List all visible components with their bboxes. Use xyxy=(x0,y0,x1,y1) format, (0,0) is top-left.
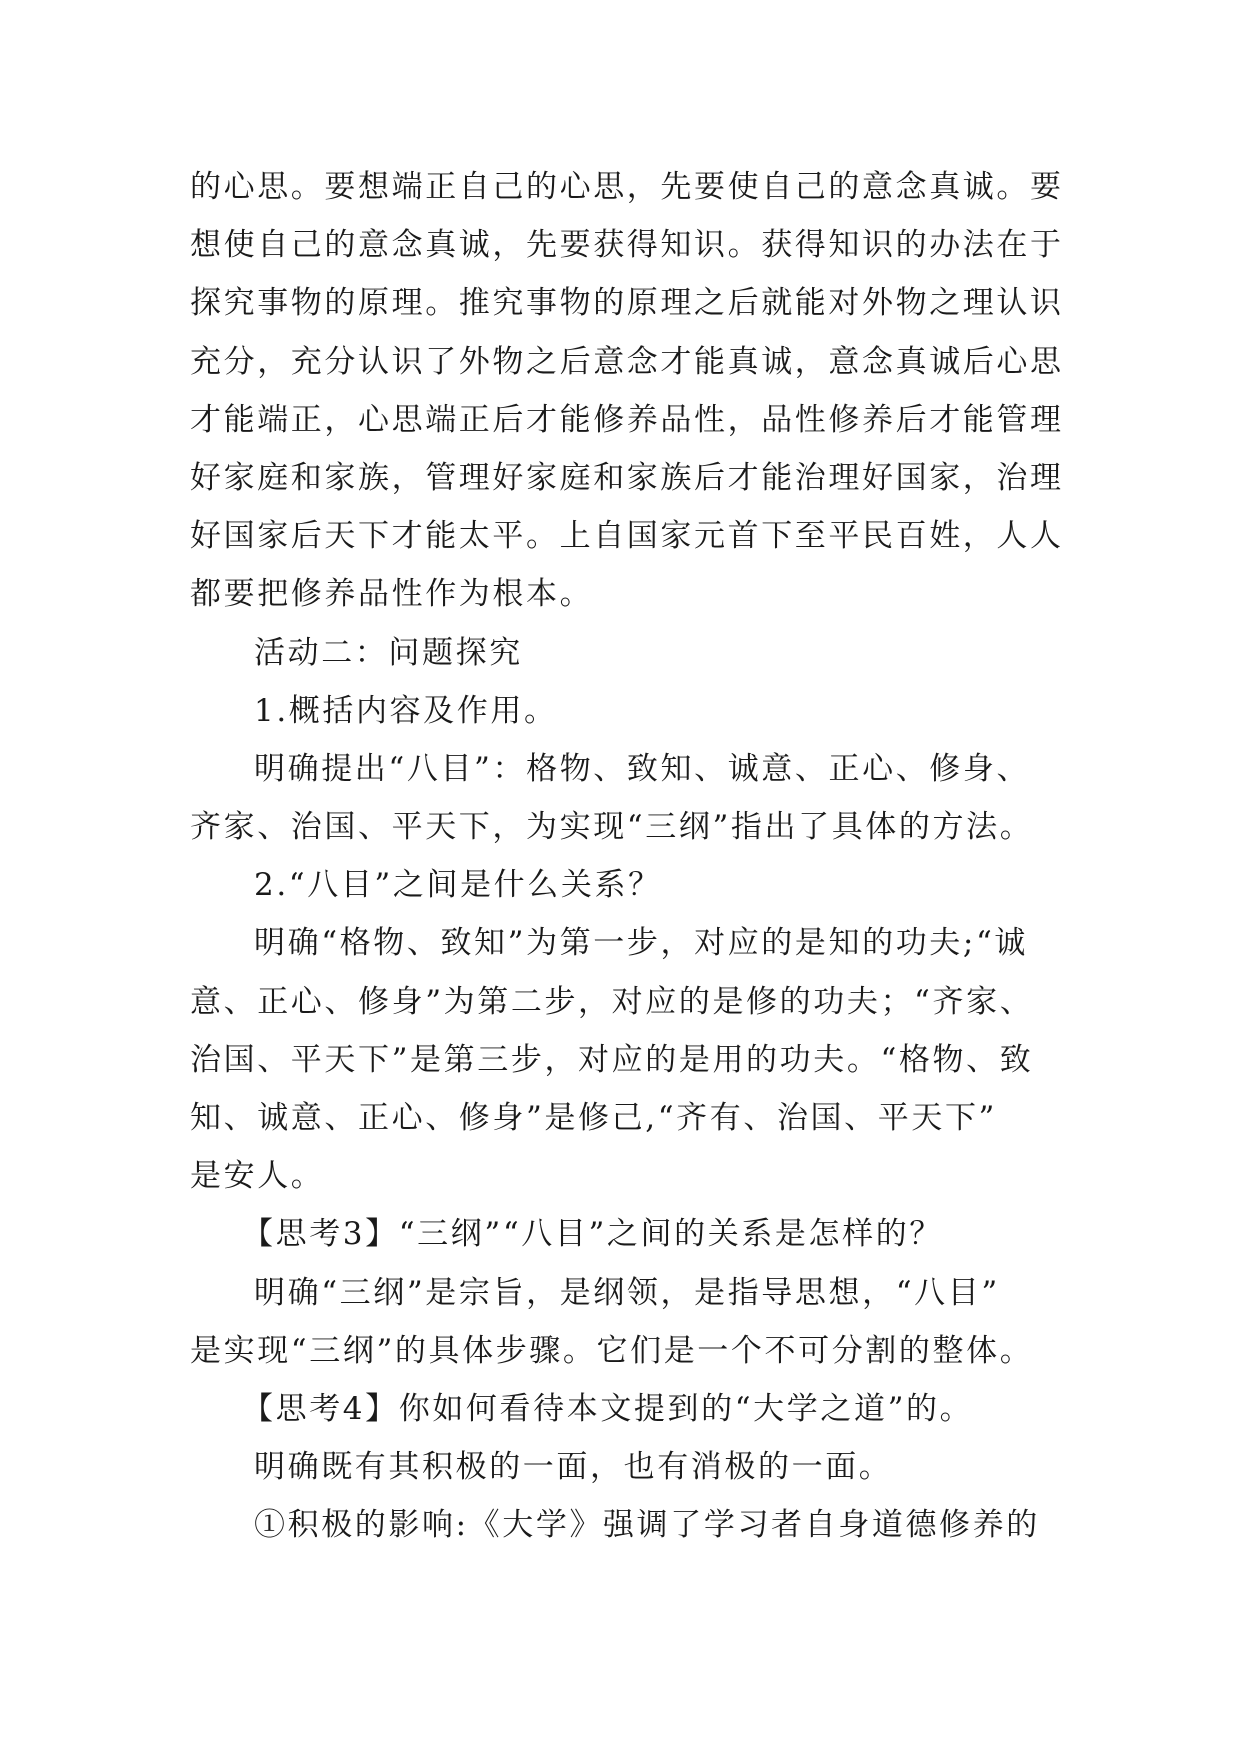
text-line: 治国、平天下”是第三步，对应的是用的功夫。“格物、致 xyxy=(190,1041,1034,1078)
question-2: 2.“八目”之间是什么关系？ xyxy=(254,867,662,904)
text-line: 知、诚意、正心、修身”是修己,“齐有、治国、平天下” xyxy=(190,1100,997,1136)
answer-paragraph: 明确“三纲”是宗旨，是纲领，是指导思想，“八目” xyxy=(254,1274,1000,1311)
answer-paragraph: 明确既有其积极的一面，也有消极的一面。 xyxy=(254,1449,893,1486)
question-1: 1.概括内容及作用。 xyxy=(254,692,558,729)
text-line: 是实现“三纲”的具体步骤。它们是一个不可分割的整体。 xyxy=(190,1332,1034,1369)
text-line: 是安人。 xyxy=(190,1158,325,1195)
text-line: 意、正心、修身”为第二步，对应的是修的功夫；“齐家、 xyxy=(190,983,1034,1020)
think-3-question: 【思考3】“三纲”“八目”之间的关系是怎样的？ xyxy=(242,1216,943,1253)
think-4-question: 【思考4】你如何看待本文提到的“大学之道”的。 xyxy=(242,1390,974,1427)
answer-paragraph: ①积极的影响:《大学》强调了学习者自身道德修养的 xyxy=(254,1507,1040,1544)
text-line: 的心思。要想端正自己的心思，先要使自己的意念真诚。要 xyxy=(190,169,1064,205)
text-line: 齐家、治国、平天下，为实现“三纲”指出了具体的方法。 xyxy=(190,809,1034,846)
body-text xyxy=(190,158,1070,1555)
answer-paragraph: 明确提出“八目”：格物、致知、诚意、正心、修身、 xyxy=(254,750,1031,787)
text-line: 都要把修养品性作为根本。 xyxy=(190,576,594,613)
text-line: 好家庭和家族，管理好家庭和家族后才能治理好国家，治理 xyxy=(190,459,1064,496)
text-line: 探究事物的原理。推究事物的原理之后就能对外物之理认识 xyxy=(190,285,1064,322)
text-line: 好国家后天下才能太平。上自国家元首下至平民百姓，人人 xyxy=(190,518,1064,555)
text-line: 想使自己的意念真诚，先要获得知识。获得知识的办法在于 xyxy=(190,227,1064,264)
text-line: 才能端正，心思端正后才能修养品性，品性修养后才能管理 xyxy=(190,401,1064,438)
section-heading: 活动二：问题探究 xyxy=(254,634,523,671)
answer-paragraph: 明确“格物、致知”为第一步，对应的是知的功夫;“诚 xyxy=(254,925,1028,962)
text-line: 充分，充分认识了外物之后意念才能真诚，意念真诚后心思 xyxy=(190,343,1064,380)
